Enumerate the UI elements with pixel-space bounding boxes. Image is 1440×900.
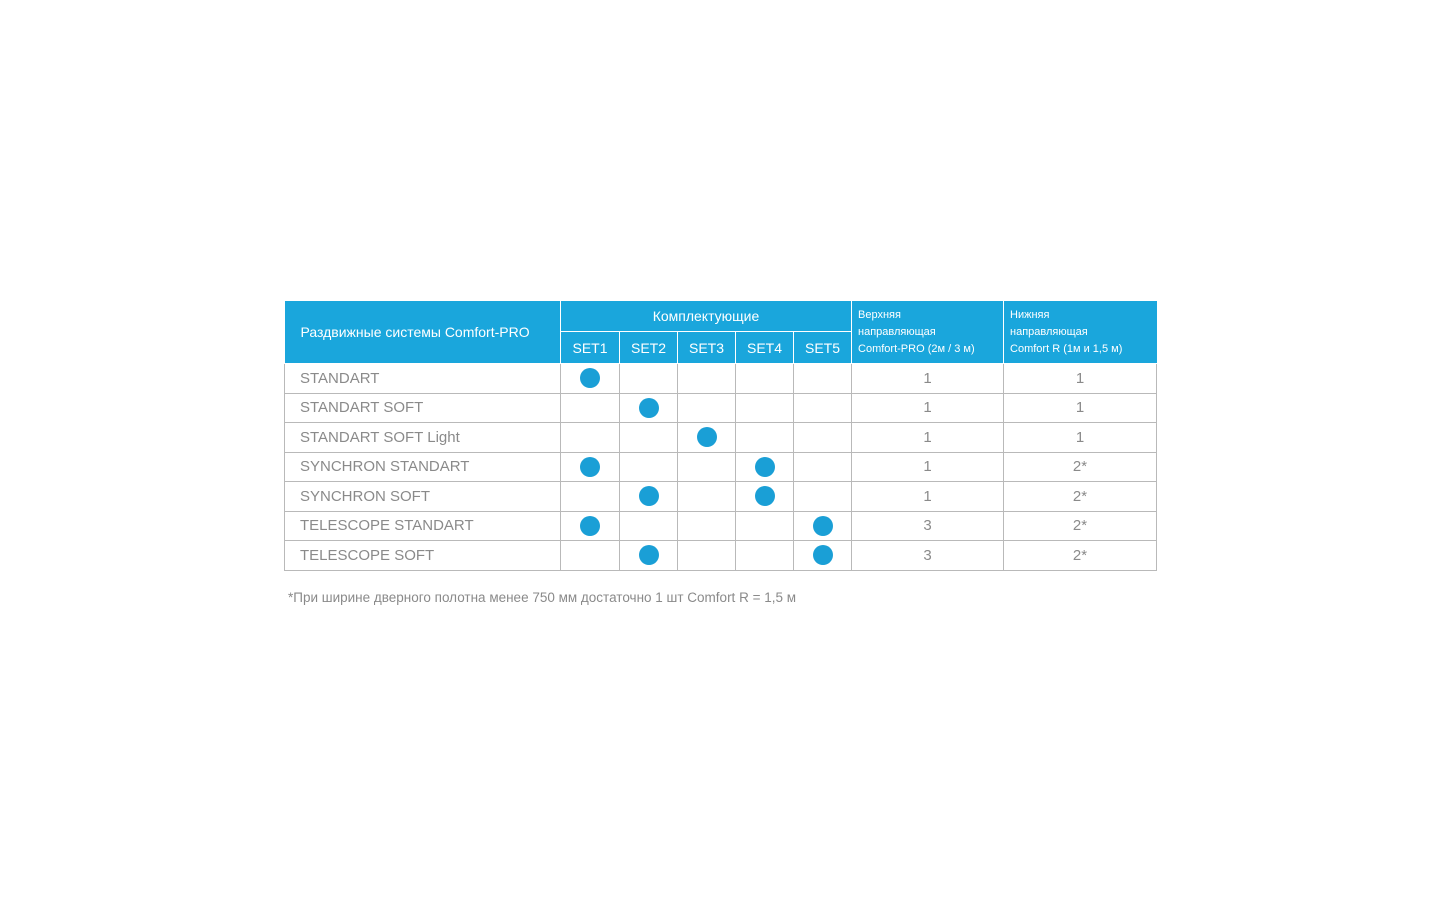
included-dot-icon [755, 457, 775, 477]
upper-rail-qty: 1 [852, 452, 1004, 482]
header-set2: SET2 [620, 332, 678, 364]
set1-cell [561, 541, 620, 571]
table-row [285, 452, 1157, 482]
set3-cell [678, 423, 736, 453]
set4-cell [736, 423, 794, 453]
components-table-container [284, 301, 1156, 571]
header-upper-rail [852, 301, 1004, 364]
set5-cell [794, 511, 852, 541]
upper-rail-qty: 1 [852, 482, 1004, 512]
upper-rail-qty: 1 [852, 423, 1004, 453]
table-row [285, 423, 1157, 453]
set2-cell [620, 541, 678, 571]
row-system-name: STANDART SOFT Light [285, 423, 561, 453]
set4-cell [736, 541, 794, 571]
set2-cell [620, 364, 678, 394]
set4-cell [736, 364, 794, 394]
set5-cell [794, 364, 852, 394]
set2-cell [620, 452, 678, 482]
set5-cell [794, 393, 852, 423]
header-lower-rail-line: Comfort R (1м и 1,5 м) [1010, 342, 1123, 355]
set1-cell [561, 452, 620, 482]
set3-cell [678, 393, 736, 423]
row-system-name: STANDART [285, 364, 561, 394]
table-row [285, 393, 1157, 423]
set5-cell [794, 452, 852, 482]
set2-cell [620, 511, 678, 541]
lower-rail-qty: 1 [1004, 423, 1157, 453]
set3-cell [678, 541, 736, 571]
included-dot-icon [639, 486, 659, 506]
upper-rail-qty: 1 [852, 393, 1004, 423]
header-row-top [285, 301, 1157, 332]
set5-cell [794, 541, 852, 571]
header-components: Комплектующие [561, 301, 852, 332]
lower-rail-qty: 1 [1004, 364, 1157, 394]
included-dot-icon [755, 486, 775, 506]
upper-rail-qty: 1 [852, 364, 1004, 394]
lower-rail-qty: 1 [1004, 393, 1157, 423]
row-system-name: STANDART SOFT [285, 393, 561, 423]
row-system-name: TELESCOPE STANDART [285, 511, 561, 541]
header-upper-rail-line: Верхняя [858, 308, 901, 321]
set3-cell [678, 482, 736, 512]
included-dot-icon [813, 516, 833, 536]
row-system-name: TELESCOPE SOFT [285, 541, 561, 571]
set4-cell [736, 482, 794, 512]
header-upper-rail-line: Comfort-PRO (2м / 3 м) [858, 342, 975, 355]
upper-rail-qty: 3 [852, 511, 1004, 541]
set2-cell [620, 482, 678, 512]
set4-cell [736, 393, 794, 423]
lower-rail-qty: 2* [1004, 511, 1157, 541]
lower-rail-qty: 2* [1004, 482, 1157, 512]
set2-cell [620, 393, 678, 423]
row-system-name: SYNCHRON SOFT [285, 482, 561, 512]
set3-cell [678, 511, 736, 541]
header-set5: SET5 [794, 332, 852, 364]
header-system: Раздвижные системы Comfort-PRO [285, 301, 561, 364]
header-lower-rail-line: направляющая [1010, 325, 1088, 338]
table-row [285, 541, 1157, 571]
set3-cell [678, 364, 736, 394]
upper-rail-qty: 3 [852, 541, 1004, 571]
set5-cell [794, 423, 852, 453]
included-dot-icon [580, 457, 600, 477]
set1-cell [561, 364, 620, 394]
footnote: *При ширине дверного полотна менее 750 мм достаточно 1 шт Comfort R = 1,5 м [288, 590, 796, 605]
set1-cell [561, 423, 620, 453]
set1-cell [561, 511, 620, 541]
components-table [284, 301, 1157, 571]
included-dot-icon [697, 427, 717, 447]
header-set3: SET3 [678, 332, 736, 364]
included-dot-icon [580, 368, 600, 388]
row-system-name: SYNCHRON STANDART [285, 452, 561, 482]
table-row [285, 511, 1157, 541]
included-dot-icon [639, 545, 659, 565]
table-body [285, 364, 1157, 571]
set1-cell [561, 482, 620, 512]
table-row [285, 364, 1157, 394]
included-dot-icon [813, 545, 833, 565]
set1-cell [561, 393, 620, 423]
included-dot-icon [639, 398, 659, 418]
included-dot-icon [580, 516, 600, 536]
lower-rail-qty: 2* [1004, 541, 1157, 571]
header-set4: SET4 [736, 332, 794, 364]
set4-cell [736, 452, 794, 482]
set3-cell [678, 452, 736, 482]
header-lower-rail [1004, 301, 1157, 364]
header-upper-rail-line: направляющая [858, 325, 936, 338]
set5-cell [794, 482, 852, 512]
lower-rail-qty: 2* [1004, 452, 1157, 482]
header-lower-rail-line: Нижняя [1010, 308, 1050, 321]
header-set1: SET1 [561, 332, 620, 364]
table-row [285, 482, 1157, 512]
set4-cell [736, 511, 794, 541]
set2-cell [620, 423, 678, 453]
